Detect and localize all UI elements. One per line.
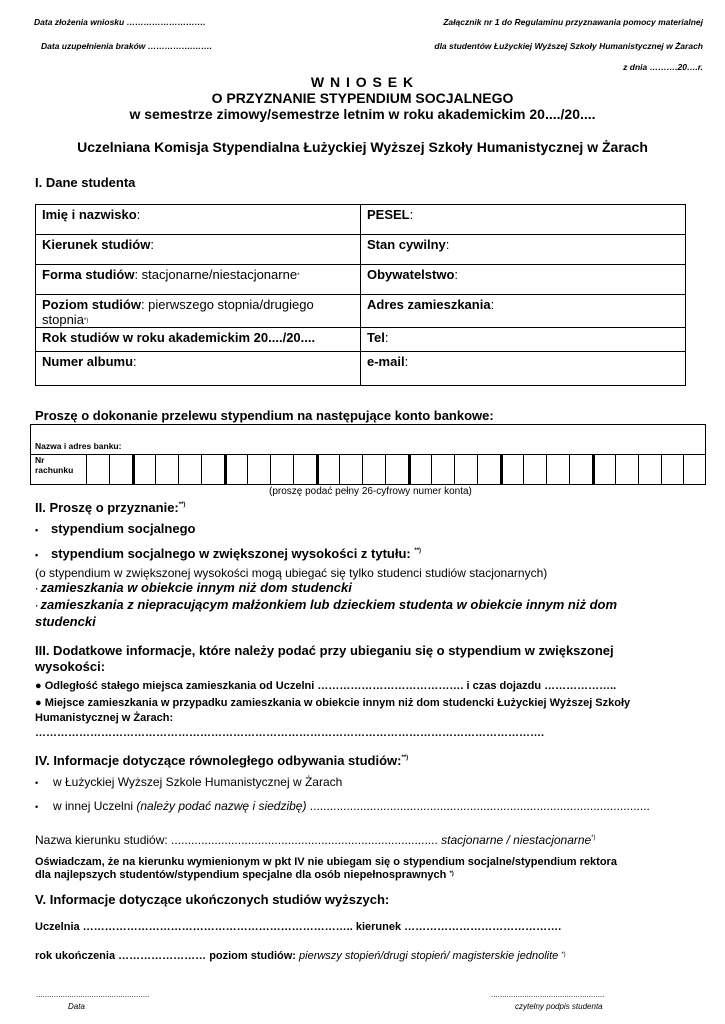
account-digit-cell[interactable] [661,454,684,485]
account-digit-cell[interactable] [155,454,178,485]
account-note: (proszę podać pełny 26-cyfrowy numer konta) [269,486,472,497]
doc-subtitle: O PRZYZNANIE STYPENDIUM SOCJALNEGO [211,90,514,106]
reason-with-spouse[interactable]: · zamieszkania z niepracującym małżonkiem lub dzieckiem studenta w obiekcie innym niż dom [35,597,618,612]
section-4-heading: IV. Informacje dotyczące równoległego odbywania studiów:**) [35,753,409,768]
student-signature-label: czytelny podpis studenta [515,1002,603,1011]
account-digit-cell[interactable] [270,454,293,485]
section-2-heading: II. Proszę o przyznanie:**) [35,500,186,515]
field-of-study-field[interactable]: Kierunek studiów: [36,235,361,265]
annex-line-3: z dnia ……….20….r. [623,62,703,72]
committee-title: Uczelniana Komisja Stypendialna Łużyckiej Wyższej Szkoły Humanistycznej w Żarach [77,139,648,155]
bullet-icon: • [35,525,39,535]
section-5-heading: V. Informacje dotyczące ukończonych studiów wyższych: [35,892,390,907]
account-digit-cell[interactable] [178,454,201,485]
account-digit-cell[interactable] [615,454,638,485]
pesel-field[interactable]: PESEL: [361,205,686,235]
account-digit-cell[interactable] [431,454,454,485]
account-digit-cell[interactable] [293,454,316,485]
option-other-university[interactable]: • w innej Uczelni (należy podać nazwę i siedzibę) ...................................................................................................... [35,799,650,813]
section-3-heading: III. Dodatkowe informacje, które należy podać przy ubieganiu się o stypendium w zwiększonej [35,643,614,658]
graduation-year-field[interactable]: rok ukończenia …………………… poziom studiów: pierwszy stopień/drugi stopień/ magisterskie jednolite *) [35,950,566,962]
residence-dots[interactable]: …………………………………………………………………………………………………………………………. [35,727,545,739]
date-signature-dots[interactable]: ................................................... [36,990,150,999]
address-field[interactable]: Adres zamieszkania: [361,295,686,328]
account-number-label: Nr rachunku [35,455,74,475]
account-digit-cell[interactable] [500,454,523,485]
reason-outside-dorm[interactable]: · zamieszkania w obiekcie innym niż dom studencki [35,580,352,595]
bank-name-label: Nazwa i adres banku: [35,441,122,451]
annex-line-1: Załącznik nr 1 do Regulaminu przyznawania pomocy materialnej [443,17,703,27]
account-digit-cell[interactable] [362,454,385,485]
account-digit-cell[interactable] [523,454,546,485]
option-this-university[interactable]: • w Łużyckiej Wyższej Szkole Humanistycznej w Żarach [35,775,343,789]
bank-request-text: Proszę o dokonanie przelewu stypendium na następujące konto bankowe: [35,408,494,423]
citizenship-field[interactable]: Obywatelstwo: [361,265,686,295]
doc-title: W N I O S E K [310,74,415,90]
distance-field[interactable]: ● Odległość stałego miejsca zamieszkania od Uczelni …………………………………. i czas dojazdu ……………….. [35,680,617,692]
account-digit-cell[interactable] [339,454,362,485]
account-digit-cell[interactable] [638,454,661,485]
declaration-line-1: Oświadczam, że na kierunku wymienionym w pkt IV nie ubiegam się o stypendium socjalne/stypendium rektora [35,856,617,868]
account-digit-cell[interactable] [109,454,132,485]
student-signature-dots[interactable]: ................................................... [491,990,605,999]
year-of-study-field[interactable]: Rok studiów w roku akademickim 20..../20.... [36,328,361,352]
account-digit-cell[interactable] [546,454,569,485]
full-name-field[interactable]: Imię i nazwisko: [36,205,361,235]
bank-account-box [30,424,706,485]
previous-university-field[interactable]: Uczelnia ……………………………………………………………….. kierunek ……………………………………. [35,921,562,933]
bullet-icon: • [35,778,39,788]
email-field[interactable]: e-mail: [361,352,686,386]
doc-semester-line: w semestrze zimowy/semestrze letnim w roku akademickim 20..../20.... [129,106,596,122]
declaration-line-2: dla najlepszych studentów/stypendium specjalne dla osób niepełnosprawnych *) [35,869,454,881]
account-digit-cell[interactable] [316,454,339,485]
residence-field-cont: Humanistycznej w Żarach: [35,712,174,724]
account-digit-cell[interactable] [385,454,408,485]
account-digit-cell[interactable] [592,454,615,485]
account-digit-cell[interactable] [224,454,247,485]
account-digit-cell[interactable] [132,454,155,485]
date-completed-line: Data uzupełnienia braków …………….……. [41,41,212,51]
residence-field[interactable]: ● Miejsce zamieszkania w przypadku zamieszkania w obiekcie innym niż dom studencki Łużyckiej Wyższej Szkoły [35,697,631,709]
account-digit-cell[interactable] [201,454,224,485]
account-digit-cell[interactable] [408,454,431,485]
section-1-heading: I. Dane studenta [35,175,136,190]
student-data-table [35,204,686,386]
parallel-field-of-study[interactable]: Nazwa kierunku studiów: ................................................................................ stacjonarne / niestacjonarne*) [35,833,596,847]
increased-stipend-note: (o stypendium w zwiększonej wysokości mogą ubiegać się tylko studenci studiów stacjonarnych) [35,566,548,580]
study-level-field[interactable]: Poziom studiów: pierwszego stopnia/drugiego stopnia*) [36,295,361,328]
annex-line-2: dla studentów Łużyckiej Wyższej Szkoły Humanistycznej w Żarach [434,41,703,51]
account-digit-cells[interactable] [86,454,684,485]
marital-status-field[interactable]: Stan cywilny: [361,235,686,265]
account-digit-cell[interactable] [477,454,500,485]
account-digit-cell[interactable] [569,454,592,485]
bullet-icon: • [35,550,39,560]
account-digit-cell[interactable] [454,454,477,485]
bullet-icon: • [35,802,39,812]
study-mode-field[interactable]: Forma studiów: stacjonarne/niestacjonarne* [36,265,361,295]
date-submitted-line: Data złożenia wniosku ………………………. [34,17,206,27]
album-number-field[interactable]: Numer albumu: [36,352,361,386]
phone-field[interactable]: Tel: [361,328,686,352]
account-digit-cell[interactable] [86,454,109,485]
option-increased-stipend[interactable]: • stypendium socjalnego w zwiększonej wysokości z tytułu: **) [35,546,422,561]
reason-with-spouse-cont: studencki [35,614,96,629]
option-social-stipend[interactable]: • stypendium socjalnego [35,521,196,536]
date-signature-label: Data [68,1002,85,1011]
account-digit-cell[interactable] [247,454,270,485]
section-3-heading-cont: wysokości: [35,659,106,674]
